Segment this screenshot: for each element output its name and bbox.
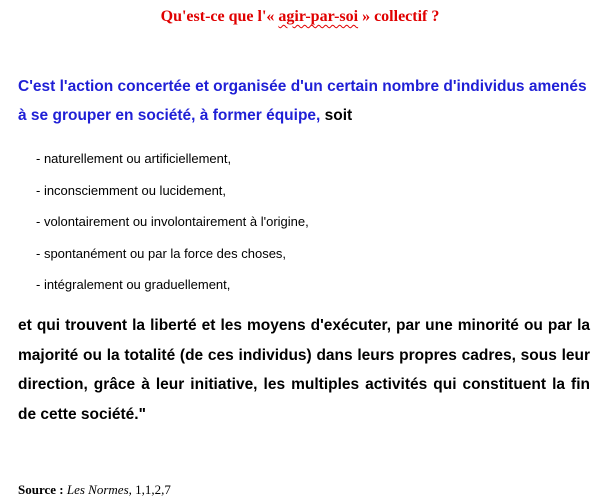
list-item: - intégralement ou graduellement, <box>36 277 231 292</box>
intro-black-text: soit <box>320 107 353 124</box>
intro-blue-text: C'est l'action concertée et organisée d'un certain nombre d'individus amenés à se grouper en société, à former équipe, <box>18 78 587 124</box>
source-label: Source : <box>18 482 64 497</box>
source-reference: 1,1,2,7 <box>135 482 171 497</box>
conditions-list <box>36 149 309 307</box>
page-title <box>0 8 600 26</box>
list-item: - volontairement ou involontairement à l'origine, <box>36 214 309 229</box>
source-work: Les Normes, <box>66 482 132 497</box>
source-citation <box>18 482 171 498</box>
conclusion-paragraph: et qui trouvent la liberté et les moyens d'exécuter, par une minorité ou par la majorité ou la totalité (de ces individus) dans leurs propres cadres, sous leur direction, grâce à leur initiative, les multiples activités qui constituent la fin de cette société." <box>18 317 590 423</box>
list-item: - inconsciemment ou lucidement, <box>36 182 227 198</box>
title-underlined-term: agir-par-soi <box>278 8 359 25</box>
list-item: - naturellement ou artificiellement, <box>36 151 232 166</box>
list-item: - spontanément ou par la force des choses, <box>36 245 287 261</box>
intro-paragraph <box>18 72 588 130</box>
title-prefix: Qu'est-ce que l'« <box>160 8 279 25</box>
title-suffix: » collectif ? <box>358 8 440 25</box>
